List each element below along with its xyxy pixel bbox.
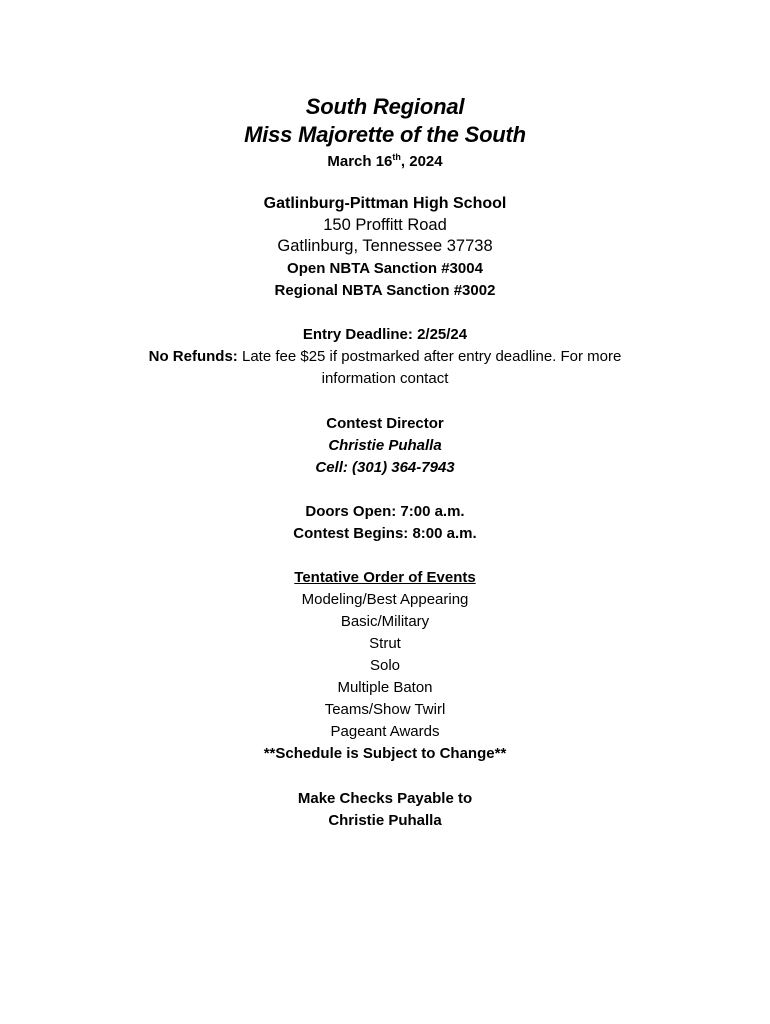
refunds-text: Late fee $25 if postmarked after entry deadline. For more information contact: [237, 348, 622, 387]
doors-open: Doors Open: 7:00 a.m.: [305, 503, 465, 520]
schedule-note: **Schedule is Subject to Change**: [263, 745, 507, 762]
event-date: [0, 152, 770, 170]
payment-payee: Christie Puhalla: [328, 812, 442, 829]
director-heading: Contest Director: [326, 415, 444, 432]
refunds-label: No Refunds:: [148, 348, 238, 365]
events-heading: Tentative Order of Events: [294, 569, 476, 586]
event-subtitle: Miss Majorette of the South: [244, 122, 526, 147]
director-cell: Cell: (301) 364-7943: [315, 459, 455, 476]
open-sanction: Open NBTA Sanction #3004: [287, 260, 483, 277]
regional-sanction: Regional NBTA Sanction #3002: [274, 282, 496, 299]
venue-street: 150 Proffitt Road: [323, 216, 447, 234]
event-item: Pageant Awards: [330, 723, 440, 740]
event-item: Modeling/Best Appearing: [301, 591, 469, 608]
event-item: Multiple Baton: [337, 679, 433, 696]
director-name: Christie Puhalla: [328, 437, 442, 454]
venue-city: Gatlinburg, Tennessee 37738: [277, 237, 493, 255]
entry-deadline: Entry Deadline: 2/25/24: [302, 326, 468, 343]
venue-name: Gatlinburg-Pittman High School: [263, 195, 507, 212]
event-date-suffix: th: [392, 152, 401, 162]
event-item: Basic/Military: [340, 613, 430, 630]
event-item: Strut: [369, 635, 401, 652]
contest-begins: Contest Begins: 8:00 a.m.: [293, 525, 477, 542]
refunds-paragraph: [120, 346, 650, 390]
payment-line-1: Make Checks Payable to: [297, 790, 473, 807]
event-item: Solo: [369, 657, 401, 674]
event-date-year: , 2024: [400, 153, 443, 170]
event-title: South Regional: [305, 94, 465, 119]
event-item: Teams/Show Twirl: [324, 701, 446, 718]
event-date-main: March 16: [327, 153, 393, 170]
